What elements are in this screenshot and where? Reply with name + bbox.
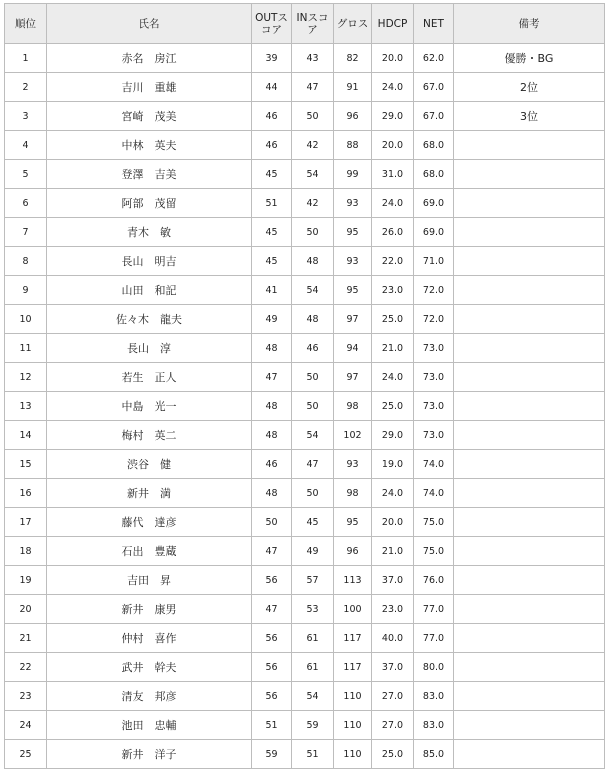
rank-cell: 17	[5, 508, 47, 537]
gross-cell: 93	[334, 189, 372, 218]
note-cell	[454, 276, 605, 305]
gross-cell: 117	[334, 653, 372, 682]
note-cell	[454, 537, 605, 566]
note-cell	[454, 131, 605, 160]
hdcp-cell: 22.0	[372, 247, 414, 276]
in-score-cell: 50	[292, 479, 334, 508]
table-row	[5, 44, 605, 73]
name-cell: 登澤 吉美	[47, 160, 252, 189]
rank-cell: 11	[5, 334, 47, 363]
hdcp-cell: 19.0	[372, 450, 414, 479]
rank-cell: 9	[5, 276, 47, 305]
net-cell: 73.0	[414, 334, 454, 363]
out-score-cell: 56	[252, 624, 292, 653]
net-cell: 73.0	[414, 421, 454, 450]
table-row	[5, 653, 605, 682]
table-row	[5, 363, 605, 392]
net-cell: 67.0	[414, 102, 454, 131]
net-cell: 69.0	[414, 189, 454, 218]
name-cell: 長山 明吉	[47, 247, 252, 276]
in-score-cell: 53	[292, 595, 334, 624]
in-score-cell: 47	[292, 73, 334, 102]
out-score-cell: 47	[252, 363, 292, 392]
name-cell: 渋谷 健	[47, 450, 252, 479]
rank-cell: 21	[5, 624, 47, 653]
gross-cell: 110	[334, 740, 372, 769]
table-row	[5, 131, 605, 160]
name-cell: 仲村 喜作	[47, 624, 252, 653]
rank-cell: 4	[5, 131, 47, 160]
note-cell	[454, 508, 605, 537]
note-cell	[454, 450, 605, 479]
table-row	[5, 479, 605, 508]
out-score-cell: 47	[252, 537, 292, 566]
net-cell: 76.0	[414, 566, 454, 595]
out-score-cell: 49	[252, 305, 292, 334]
gross-cell: 96	[334, 537, 372, 566]
in-score-cell: 50	[292, 392, 334, 421]
in-score-cell: 50	[292, 363, 334, 392]
note-cell	[454, 624, 605, 653]
net-cell: 83.0	[414, 711, 454, 740]
note-cell	[454, 711, 605, 740]
name-cell: 清友 邦彦	[47, 682, 252, 711]
in-score-cell: 47	[292, 450, 334, 479]
note-cell	[454, 566, 605, 595]
rank-cell: 14	[5, 421, 47, 450]
gross-cell: 110	[334, 711, 372, 740]
hdcp-cell: 29.0	[372, 421, 414, 450]
rank-cell: 18	[5, 537, 47, 566]
note-cell	[454, 392, 605, 421]
in-score-cell: 54	[292, 160, 334, 189]
name-cell: 中林 英夫	[47, 131, 252, 160]
in-score-cell: 49	[292, 537, 334, 566]
name-cell: 新井 康男	[47, 595, 252, 624]
gross-cell: 95	[334, 508, 372, 537]
note-cell	[454, 740, 605, 769]
in-score-cell: 42	[292, 131, 334, 160]
table-row	[5, 595, 605, 624]
table-row	[5, 160, 605, 189]
rank-cell: 7	[5, 218, 47, 247]
note-cell	[454, 479, 605, 508]
note-cell	[454, 160, 605, 189]
table-row	[5, 682, 605, 711]
table-row	[5, 73, 605, 102]
name-cell: 青木 敏	[47, 218, 252, 247]
note-cell	[454, 189, 605, 218]
gross-cell: 113	[334, 566, 372, 595]
name-cell: 赤名 房江	[47, 44, 252, 73]
out-score-cell: 46	[252, 131, 292, 160]
gross-cell: 91	[334, 73, 372, 102]
in-score-cell: 42	[292, 189, 334, 218]
net-cell: 73.0	[414, 363, 454, 392]
name-cell: 新井 満	[47, 479, 252, 508]
net-cell: 77.0	[414, 595, 454, 624]
note-cell	[454, 334, 605, 363]
hdcp-cell: 20.0	[372, 508, 414, 537]
in-score-cell: 61	[292, 624, 334, 653]
table-row	[5, 624, 605, 653]
rank-cell: 22	[5, 653, 47, 682]
out-score-cell: 39	[252, 44, 292, 73]
hdcp-cell: 23.0	[372, 595, 414, 624]
out-score-cell: 56	[252, 682, 292, 711]
rank-cell: 20	[5, 595, 47, 624]
table-row	[5, 276, 605, 305]
table-row	[5, 392, 605, 421]
hdcp-cell: 24.0	[372, 363, 414, 392]
in-score-cell: 54	[292, 421, 334, 450]
in-score-cell: 43	[292, 44, 334, 73]
note-cell	[454, 247, 605, 276]
rank-cell: 16	[5, 479, 47, 508]
in-score-cell: 54	[292, 276, 334, 305]
hdcp-cell: 27.0	[372, 682, 414, 711]
table-row	[5, 102, 605, 131]
out-score-cell: 48	[252, 334, 292, 363]
out-score-cell: 51	[252, 189, 292, 218]
gross-cell: 102	[334, 421, 372, 450]
results-body	[5, 44, 605, 769]
hdcp-cell: 21.0	[372, 334, 414, 363]
in-score-cell: 46	[292, 334, 334, 363]
name-cell: 吉田 昇	[47, 566, 252, 595]
name-cell: 長山 淳	[47, 334, 252, 363]
name-cell: 池田 忠輔	[47, 711, 252, 740]
hdcp-cell: 21.0	[372, 537, 414, 566]
out-score-cell: 56	[252, 566, 292, 595]
net-cell: 72.0	[414, 305, 454, 334]
out-score-cell: 41	[252, 276, 292, 305]
net-cell: 67.0	[414, 73, 454, 102]
hdcp-cell: 37.0	[372, 566, 414, 595]
in-score-cell: 59	[292, 711, 334, 740]
table-row	[5, 450, 605, 479]
gross-cell: 94	[334, 334, 372, 363]
net-cell: 71.0	[414, 247, 454, 276]
hdcp-cell: 37.0	[372, 653, 414, 682]
header-gross: グロス	[334, 4, 372, 44]
name-cell: 石出 豊蔵	[47, 537, 252, 566]
out-score-cell: 46	[252, 102, 292, 131]
out-score-cell: 45	[252, 218, 292, 247]
out-score-cell: 45	[252, 160, 292, 189]
hdcp-cell: 23.0	[372, 276, 414, 305]
gross-cell: 93	[334, 450, 372, 479]
rank-cell: 5	[5, 160, 47, 189]
note-cell: 優勝・BG	[454, 44, 605, 73]
rank-cell: 3	[5, 102, 47, 131]
out-score-cell: 48	[252, 479, 292, 508]
name-cell: 梅村 英二	[47, 421, 252, 450]
net-cell: 77.0	[414, 624, 454, 653]
hdcp-cell: 24.0	[372, 73, 414, 102]
name-cell: 吉川 重雄	[47, 73, 252, 102]
rank-cell: 25	[5, 740, 47, 769]
net-cell: 74.0	[414, 450, 454, 479]
hdcp-cell: 31.0	[372, 160, 414, 189]
rank-cell: 10	[5, 305, 47, 334]
note-cell: 2位	[454, 73, 605, 102]
in-score-cell: 57	[292, 566, 334, 595]
table-row	[5, 305, 605, 334]
note-cell	[454, 595, 605, 624]
in-score-cell: 51	[292, 740, 334, 769]
gross-cell: 99	[334, 160, 372, 189]
name-cell: 中島 光一	[47, 392, 252, 421]
table-row	[5, 189, 605, 218]
hdcp-cell: 20.0	[372, 131, 414, 160]
table-row	[5, 508, 605, 537]
net-cell: 73.0	[414, 392, 454, 421]
gross-cell: 98	[334, 479, 372, 508]
name-cell: 藤代 達彦	[47, 508, 252, 537]
net-cell: 80.0	[414, 653, 454, 682]
rank-cell: 8	[5, 247, 47, 276]
name-cell: 阿部 茂留	[47, 189, 252, 218]
net-cell: 83.0	[414, 682, 454, 711]
out-score-cell: 59	[252, 740, 292, 769]
table-row	[5, 421, 605, 450]
header-rank: 順位	[5, 4, 47, 44]
gross-cell: 117	[334, 624, 372, 653]
out-score-cell: 48	[252, 392, 292, 421]
net-cell: 75.0	[414, 537, 454, 566]
gross-cell: 97	[334, 305, 372, 334]
note-cell	[454, 682, 605, 711]
gross-cell: 97	[334, 363, 372, 392]
header-in: INスコア	[292, 4, 334, 44]
name-cell: 武井 幹夫	[47, 653, 252, 682]
note-cell	[454, 421, 605, 450]
header-hdcp: HDCP	[372, 4, 414, 44]
hdcp-cell: 20.0	[372, 44, 414, 73]
table-row	[5, 537, 605, 566]
out-score-cell: 51	[252, 711, 292, 740]
hdcp-cell: 26.0	[372, 218, 414, 247]
net-cell: 68.0	[414, 131, 454, 160]
rank-cell: 2	[5, 73, 47, 102]
rank-cell: 15	[5, 450, 47, 479]
name-cell: 山田 和記	[47, 276, 252, 305]
in-score-cell: 45	[292, 508, 334, 537]
out-score-cell: 45	[252, 247, 292, 276]
gross-cell: 95	[334, 276, 372, 305]
gross-cell: 96	[334, 102, 372, 131]
note-cell	[454, 305, 605, 334]
rank-cell: 1	[5, 44, 47, 73]
rank-cell: 12	[5, 363, 47, 392]
in-score-cell: 54	[292, 682, 334, 711]
table-row	[5, 566, 605, 595]
name-cell: 新井 洋子	[47, 740, 252, 769]
out-score-cell: 56	[252, 653, 292, 682]
header-out: OUTスコア	[252, 4, 292, 44]
rank-cell: 6	[5, 189, 47, 218]
out-score-cell: 47	[252, 595, 292, 624]
note-cell	[454, 218, 605, 247]
net-cell: 68.0	[414, 160, 454, 189]
table-row	[5, 740, 605, 769]
gross-cell: 93	[334, 247, 372, 276]
net-cell: 74.0	[414, 479, 454, 508]
header-net: NET	[414, 4, 454, 44]
in-score-cell: 50	[292, 102, 334, 131]
note-cell	[454, 363, 605, 392]
out-score-cell: 46	[252, 450, 292, 479]
out-score-cell: 48	[252, 421, 292, 450]
table-row	[5, 334, 605, 363]
name-cell: 若生 正人	[47, 363, 252, 392]
hdcp-cell: 27.0	[372, 711, 414, 740]
gross-cell: 110	[334, 682, 372, 711]
rank-cell: 19	[5, 566, 47, 595]
rank-cell: 24	[5, 711, 47, 740]
hdcp-cell: 29.0	[372, 102, 414, 131]
out-score-cell: 44	[252, 73, 292, 102]
name-cell: 佐々木 龍夫	[47, 305, 252, 334]
net-cell: 62.0	[414, 44, 454, 73]
gross-cell: 98	[334, 392, 372, 421]
rank-cell: 13	[5, 392, 47, 421]
in-score-cell: 48	[292, 305, 334, 334]
out-score-cell: 50	[252, 508, 292, 537]
hdcp-cell: 25.0	[372, 305, 414, 334]
gross-cell: 100	[334, 595, 372, 624]
header-note: 備考	[454, 4, 605, 44]
net-cell: 69.0	[414, 218, 454, 247]
note-cell: 3位	[454, 102, 605, 131]
gross-cell: 82	[334, 44, 372, 73]
results-table	[4, 3, 605, 769]
in-score-cell: 48	[292, 247, 334, 276]
hdcp-cell: 24.0	[372, 479, 414, 508]
table-row	[5, 247, 605, 276]
hdcp-cell: 40.0	[372, 624, 414, 653]
net-cell: 72.0	[414, 276, 454, 305]
in-score-cell: 61	[292, 653, 334, 682]
in-score-cell: 50	[292, 218, 334, 247]
note-cell	[454, 653, 605, 682]
gross-cell: 95	[334, 218, 372, 247]
table-row	[5, 711, 605, 740]
net-cell: 85.0	[414, 740, 454, 769]
rank-cell: 23	[5, 682, 47, 711]
table-row	[5, 218, 605, 247]
gross-cell: 88	[334, 131, 372, 160]
hdcp-cell: 25.0	[372, 392, 414, 421]
hdcp-cell: 25.0	[372, 740, 414, 769]
hdcp-cell: 24.0	[372, 189, 414, 218]
header-row	[5, 4, 605, 44]
header-name: 氏名	[47, 4, 252, 44]
name-cell: 宮崎 茂美	[47, 102, 252, 131]
net-cell: 75.0	[414, 508, 454, 537]
